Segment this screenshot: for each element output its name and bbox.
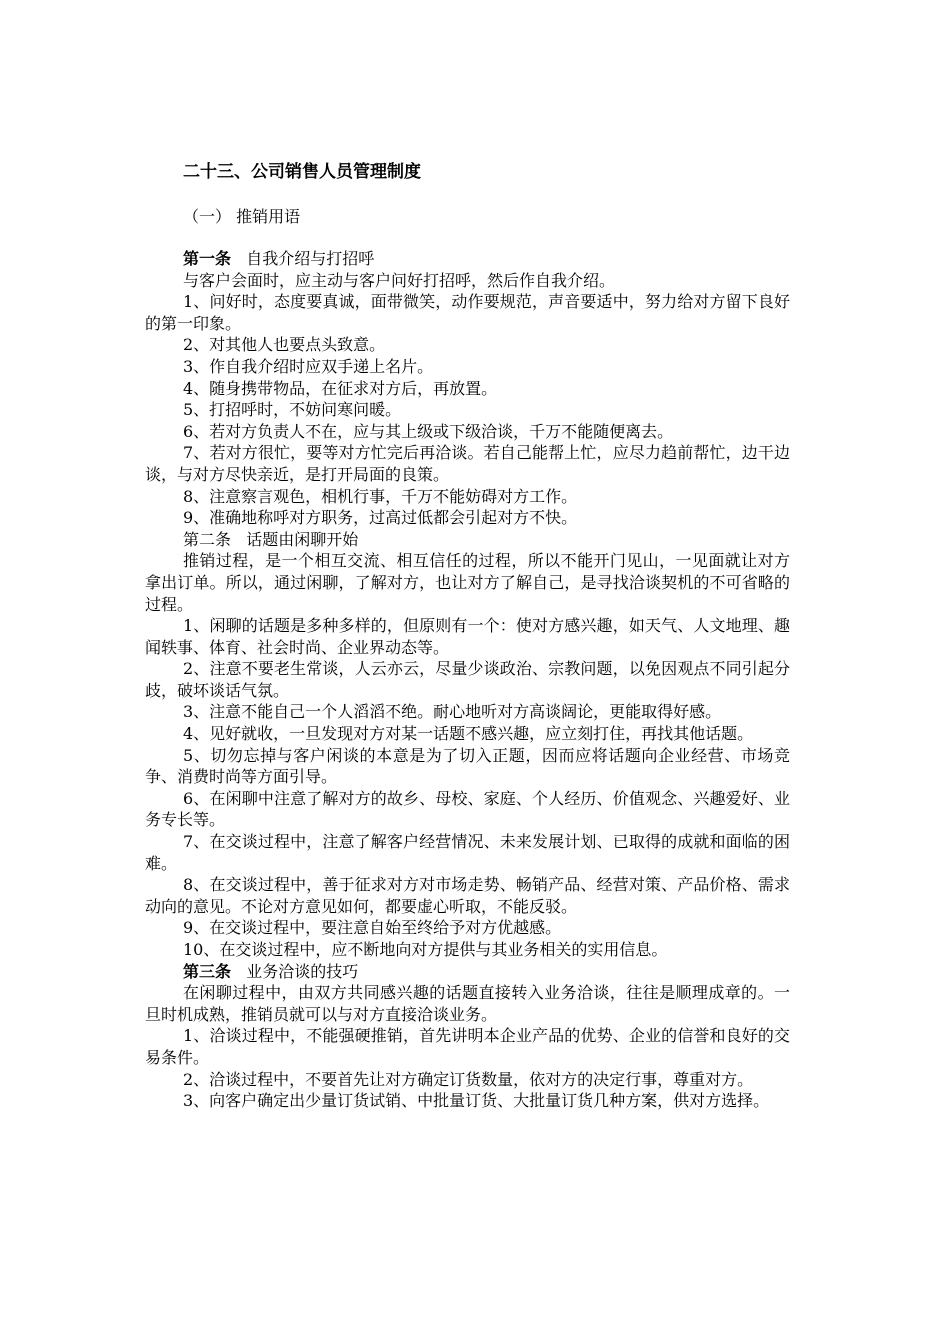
section-heading: （一） 推销用语 [183,207,301,226]
paragraph: 1、闲聊的话题是多种多样的，但原则有一个：使对方感兴趣，如天气、人文地理、趣闻轶事、体育、社会时尚、企业界动态等。 [145,616,790,657]
paragraph: 4、随身携带物品，在征求对方后，再放置。 [183,378,498,398]
article-title: 自我介绍与打招呼 [246,249,375,268]
article-number: 第一条 [183,249,232,268]
paragraph: 2、对其他人也要点头致意。 [183,335,386,355]
paragraph: 与客户会面时，应主动与客户问好打招呼，然后作自我介绍。 [183,270,616,290]
article-number: 第二条 [183,529,232,549]
paragraph: 9、在交谈过程中，要注意自始至终给予对方优越感。 [183,918,562,938]
paragraph: 4、见好就收，一旦发现对方对某一话题不感兴趣，应立刻打住，再找其他话题。 [183,724,754,744]
paragraph: 2、洽谈过程中，不要首先让对方确定订货数量，依对方的决定行事，尊重对方。 [183,1069,754,1089]
article-title: 业务洽谈的技巧 [246,961,359,981]
paragraph: 6、若对方负责人不在，应与其上级或下级洽谈，千万不能随便离去。 [183,421,674,441]
paragraph: 1、问好时，态度要真诚，面带微笑，动作要规范，声音要适中，努力给对方留下良好的第一印象。 [145,292,790,333]
paragraph: 5、切勿忘掉与客户闲谈的本意是为了切入正题，因而应将话题向企业经营、市场竞争、消费时尚等方面引导。 [145,745,790,787]
paragraph: 3、向客户确定出少量订货试销、中批量订货、大批量订货几种方案，供对方选择。 [183,1091,770,1111]
paragraph: 8、在交谈过程中，善于征求对方对市场走势、畅销产品、经营对策、产品价格、需求动向的意见。不论对方意见如何，都要虚心听取，不能反驳。 [145,875,790,916]
article-heading [145,248,790,270]
article-number: 第三条 [183,961,232,981]
paragraph: 8、注意察言观色，相机行事，千万不能妨碍对方工作。 [183,486,578,506]
paragraph: 1、洽谈过程中，不能强硬推销，首先讲明本企业产品的优势、企业的信誉和良好的交易条件。 [145,1026,790,1067]
paragraph: 3、作自我介绍时应双手递上名片。 [183,356,434,376]
paragraph: 7、在交谈过程中，注意了解客户经营情况、未来发展计划、已取得的成就和面临的困难。 [145,832,790,873]
document-body [145,248,790,1112]
paragraph: 在闲聊过程中，由双方共同感兴趣的话题直接转入业务洽谈，往往是顺理成章的。一旦时机成熟，推销员就可以与对方直接洽谈业务。 [145,983,790,1024]
paragraph: 5、打招呼时，不妨问寒问暖。 [183,400,402,420]
article-heading [145,961,790,983]
paragraph: 推销过程，是一个相互交流、相互信任的过程，所以不能开门见山，一见面就让对方拿出订单。所以，通过闲聊，了解对方，也让对方了解自己，是寻找洽谈契机的不可省略的过程。 [145,551,790,614]
paragraph: 2、注意不要老生常谈，人云亦云，尽量少谈政治、宗教问题，以免因观点不同引起分歧，破坏谈话气氛。 [145,659,790,700]
article-title: 话题由闲聊开始 [246,529,359,549]
paragraph: 7、若对方很忙，要等对方忙完后再洽谈。若自己能帮上忙，应尽力趋前帮忙，边干边谈，与对方尽快亲近，是打开局面的良策。 [145,443,790,484]
article-heading [145,529,790,551]
paragraph: 10、在交谈过程中，应不断地向对方提供与其业务相关的实用信息。 [183,940,668,959]
paragraph: 6、在闲聊中注意了解对方的故乡、母校、家庭、个人经历、价值观念、兴趣爱好、业务专长等。 [145,788,790,830]
paragraph: 9、准确地称呼对方职务，过高过低都会引起对方不快。 [183,508,578,528]
paragraph: 3、注意不能自己一个人滔滔不绝。耐心地听对方高谈阔论，更能取得好感。 [183,702,722,722]
document-title: 二十三、公司销售人员管理制度 [183,162,421,182]
